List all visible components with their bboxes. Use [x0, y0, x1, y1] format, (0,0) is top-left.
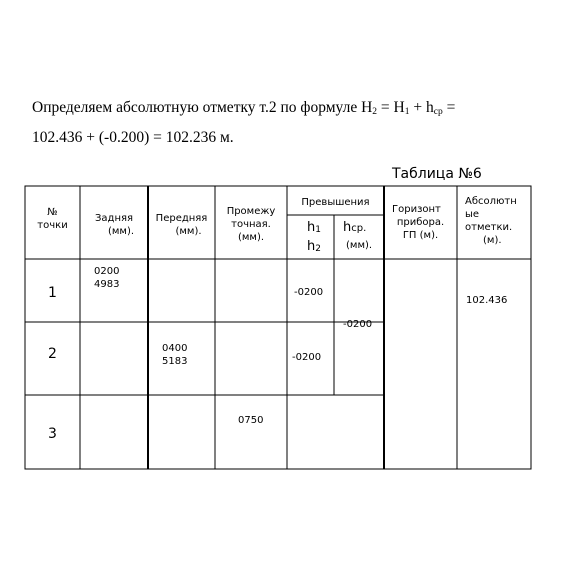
intro-result-line: 102.436 + (-0.200) = 102.236 м.	[32, 129, 234, 146]
header-abs	[457, 195, 531, 247]
header-abs-line4: (м).	[483, 235, 502, 246]
header-back-line2: (мм).	[107, 226, 135, 237]
intro-text-4: =	[442, 99, 456, 116]
intro-sub-3: cp	[433, 107, 443, 117]
header-horizon-line3: ГП (м).	[402, 230, 439, 241]
header-h1-main: h	[307, 220, 316, 235]
header-hcp	[343, 219, 366, 238]
header-h2-sub: 2	[315, 244, 321, 254]
header-hcp-unit: (мм).	[346, 240, 373, 251]
row3-point: 3	[48, 426, 57, 442]
table-caption: Таблица №6	[392, 166, 482, 182]
header-excess: Превышения	[301, 197, 370, 208]
header-point-line1: №	[47, 207, 58, 218]
abs-value: 102.436	[466, 295, 508, 306]
header-point	[25, 206, 80, 232]
intro-text-3: + h	[409, 99, 434, 116]
header-inter-line3: (мм).	[237, 232, 265, 243]
header-hcp-main: h	[343, 220, 352, 235]
row2-h: -0200	[292, 352, 322, 363]
row3-inter: 0750	[238, 415, 264, 426]
header-h2	[307, 238, 321, 258]
header-hcp-sub: ср.	[351, 223, 367, 234]
header-abs-line3: отметки.	[465, 222, 513, 233]
row1-back	[94, 265, 119, 291]
header-horizon-line1: Горизонт	[392, 204, 441, 215]
header-horizon	[384, 203, 457, 242]
header-front-line1: Передняя	[155, 213, 208, 224]
intro-sub-2: 1	[404, 107, 410, 117]
intro-text-1: Определяем абсолютную отметку т.2 по формуле H	[32, 99, 373, 116]
header-back	[80, 212, 148, 238]
row2-front-line2: 5183	[162, 356, 188, 367]
header-back-line1: Задняя	[94, 213, 134, 224]
row2-front	[162, 342, 187, 368]
row1-h: -0200	[294, 287, 324, 298]
header-inter	[215, 205, 287, 244]
intro-sub-1: 2	[372, 107, 378, 117]
header-horizon-line2: прибора.	[396, 217, 445, 228]
header-point-line2: точки	[37, 220, 68, 231]
row2-front-line1: 0400	[162, 343, 188, 354]
header-h1	[307, 219, 321, 239]
row1-back-line2: 4983	[94, 279, 120, 290]
row2-point: 2	[48, 346, 57, 362]
header-h2-main: h	[307, 239, 316, 254]
row1-point: 1	[48, 285, 57, 301]
header-abs-line2: ые	[465, 209, 480, 220]
header-inter-line2: точная.	[231, 219, 271, 230]
header-inter-line1: Промежу	[226, 206, 276, 217]
hcp-value: -0200	[343, 319, 373, 330]
intro-text-2: = H	[377, 99, 405, 116]
header-front-line2: (мм).	[175, 226, 202, 237]
header-h1-sub: 1	[315, 225, 321, 235]
header-front	[148, 212, 215, 238]
row1-back-line1: 0200	[94, 266, 120, 277]
header-abs-line1: Абсолютн	[465, 196, 517, 207]
